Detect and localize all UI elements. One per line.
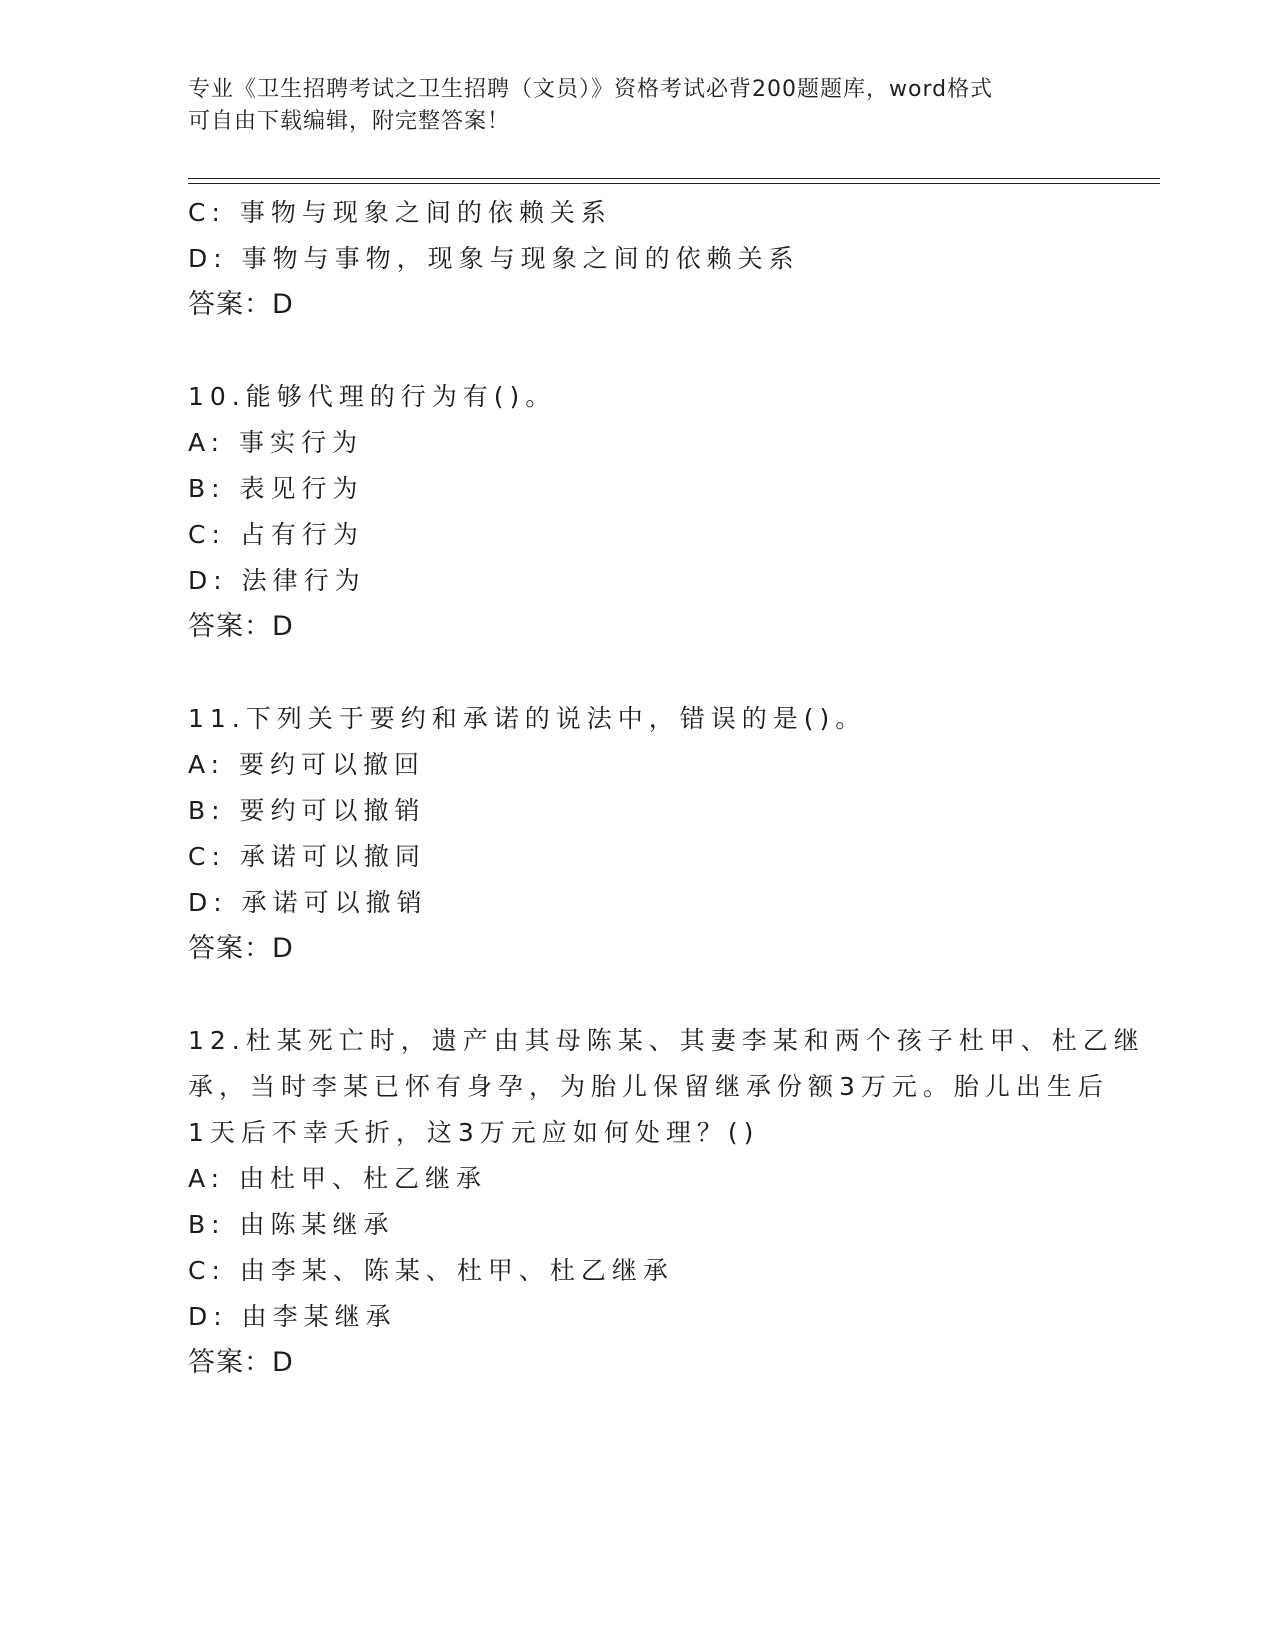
- header-rule-top: [188, 178, 1160, 179]
- option-c: C: 占有行为: [188, 520, 364, 549]
- spacer: [188, 328, 1088, 374]
- question-12-text-line-1: 12.杜某死亡时，遗产由其母陈某、其妻李某和两个孩子杜甲、杜乙继: [188, 1026, 1145, 1055]
- header-line-1: 专业《卫生招聘考试之卫生招聘（文员）》资格考试必背200题题库，word格式: [188, 77, 994, 102]
- option-c: C: 由李某、陈某、杜甲、杜乙继承: [188, 1256, 674, 1285]
- option-d: D: 承诺可以撤销: [188, 888, 428, 917]
- header-line-2: 可自由下载编辑，附完整答案！: [188, 109, 511, 134]
- option-d: D: 法律行为: [188, 566, 366, 595]
- answer: 答案：D: [188, 611, 294, 642]
- header-rule-bottom: [188, 183, 1160, 184]
- option-d: D: 事物与事物，现象与现象之间的依赖关系: [188, 244, 800, 273]
- option-c: C: 承诺可以撤同: [188, 842, 426, 871]
- option-a: A: 由杜甲、杜乙继承: [188, 1164, 488, 1193]
- question-12-text-line-2: 承，当时李某已怀有身孕，为胎儿保留继承份额3万元。胎儿出生后: [188, 1072, 1109, 1101]
- option-b: B: 表见行为: [188, 474, 364, 503]
- answer: 答案：D: [188, 289, 294, 320]
- question-10-text: 10.能够代理的行为有()。: [188, 382, 557, 411]
- answer: 答案：D: [188, 1347, 294, 1378]
- document-header: [188, 74, 1068, 138]
- answer: 答案：D: [188, 933, 294, 964]
- option-c: C: 事物与现象之间的依赖关系: [188, 198, 612, 227]
- option-a: A: 事实行为: [188, 428, 364, 457]
- question-11-text: 11.下列关于要约和承诺的说法中，错误的是()。: [188, 704, 867, 733]
- document-body: [188, 190, 1145, 1386]
- question-12-text-line-3: 1天后不幸夭折，这3万元应如何处理？(): [188, 1118, 760, 1147]
- option-b: B: 要约可以撤销: [188, 796, 426, 825]
- option-a: A: 要约可以撤回: [188, 750, 426, 779]
- option-d: D: 由李某继承: [188, 1302, 397, 1331]
- spacer: [188, 650, 1088, 696]
- option-b: B: 由陈某继承: [188, 1210, 395, 1239]
- spacer: [188, 972, 1088, 1018]
